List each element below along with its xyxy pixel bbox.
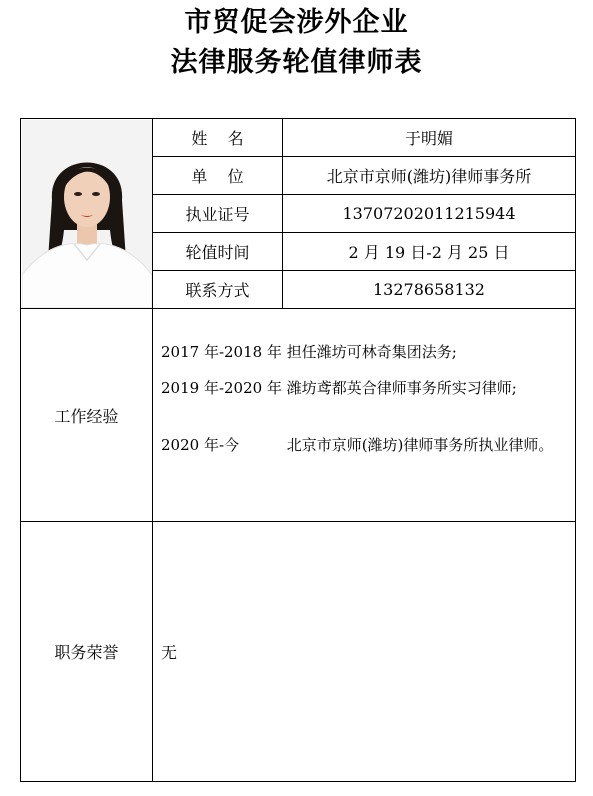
- honors-value: 无: [161, 643, 178, 662]
- experience-entry: 2020 年-今 北京市京师(潍坊)律师事务所执业律师。: [161, 436, 554, 454]
- lawyer-info-table: [20, 118, 576, 782]
- page-title-line-2: 法律服务轮值律师表: [170, 47, 423, 78]
- unit-value: 北京市京师(潍坊)律师事务所: [326, 167, 532, 186]
- portrait-image: [22, 120, 152, 308]
- lawyer-photo: [22, 120, 152, 308]
- contact-label: 联系方式: [185, 281, 250, 300]
- experience-entry: 2019 年-2020 年 潍坊鸢都英合律师事务所实习律师;: [161, 379, 517, 397]
- name-label: 姓 名: [191, 129, 244, 148]
- license-value: 13707202011215944: [342, 204, 516, 223]
- license-label: 执业证号: [185, 205, 250, 224]
- honors-label: 职务荣誉: [54, 643, 119, 662]
- duty-time-label: 轮值时间: [185, 243, 250, 262]
- experience-label: 工作经验: [54, 406, 119, 426]
- unit-label: 单 位: [191, 167, 244, 186]
- experience-entry: 2017 年-2018 年 担任潍坊可林奇集团法务;: [161, 343, 457, 361]
- name-value: 于明媚: [404, 129, 453, 148]
- contact-value: 13278658132: [373, 280, 485, 299]
- duty-time-value: 2 月 19 日-2 月 25 日: [348, 243, 510, 262]
- page-title-line-1: 市贸促会涉外企业: [184, 7, 409, 38]
